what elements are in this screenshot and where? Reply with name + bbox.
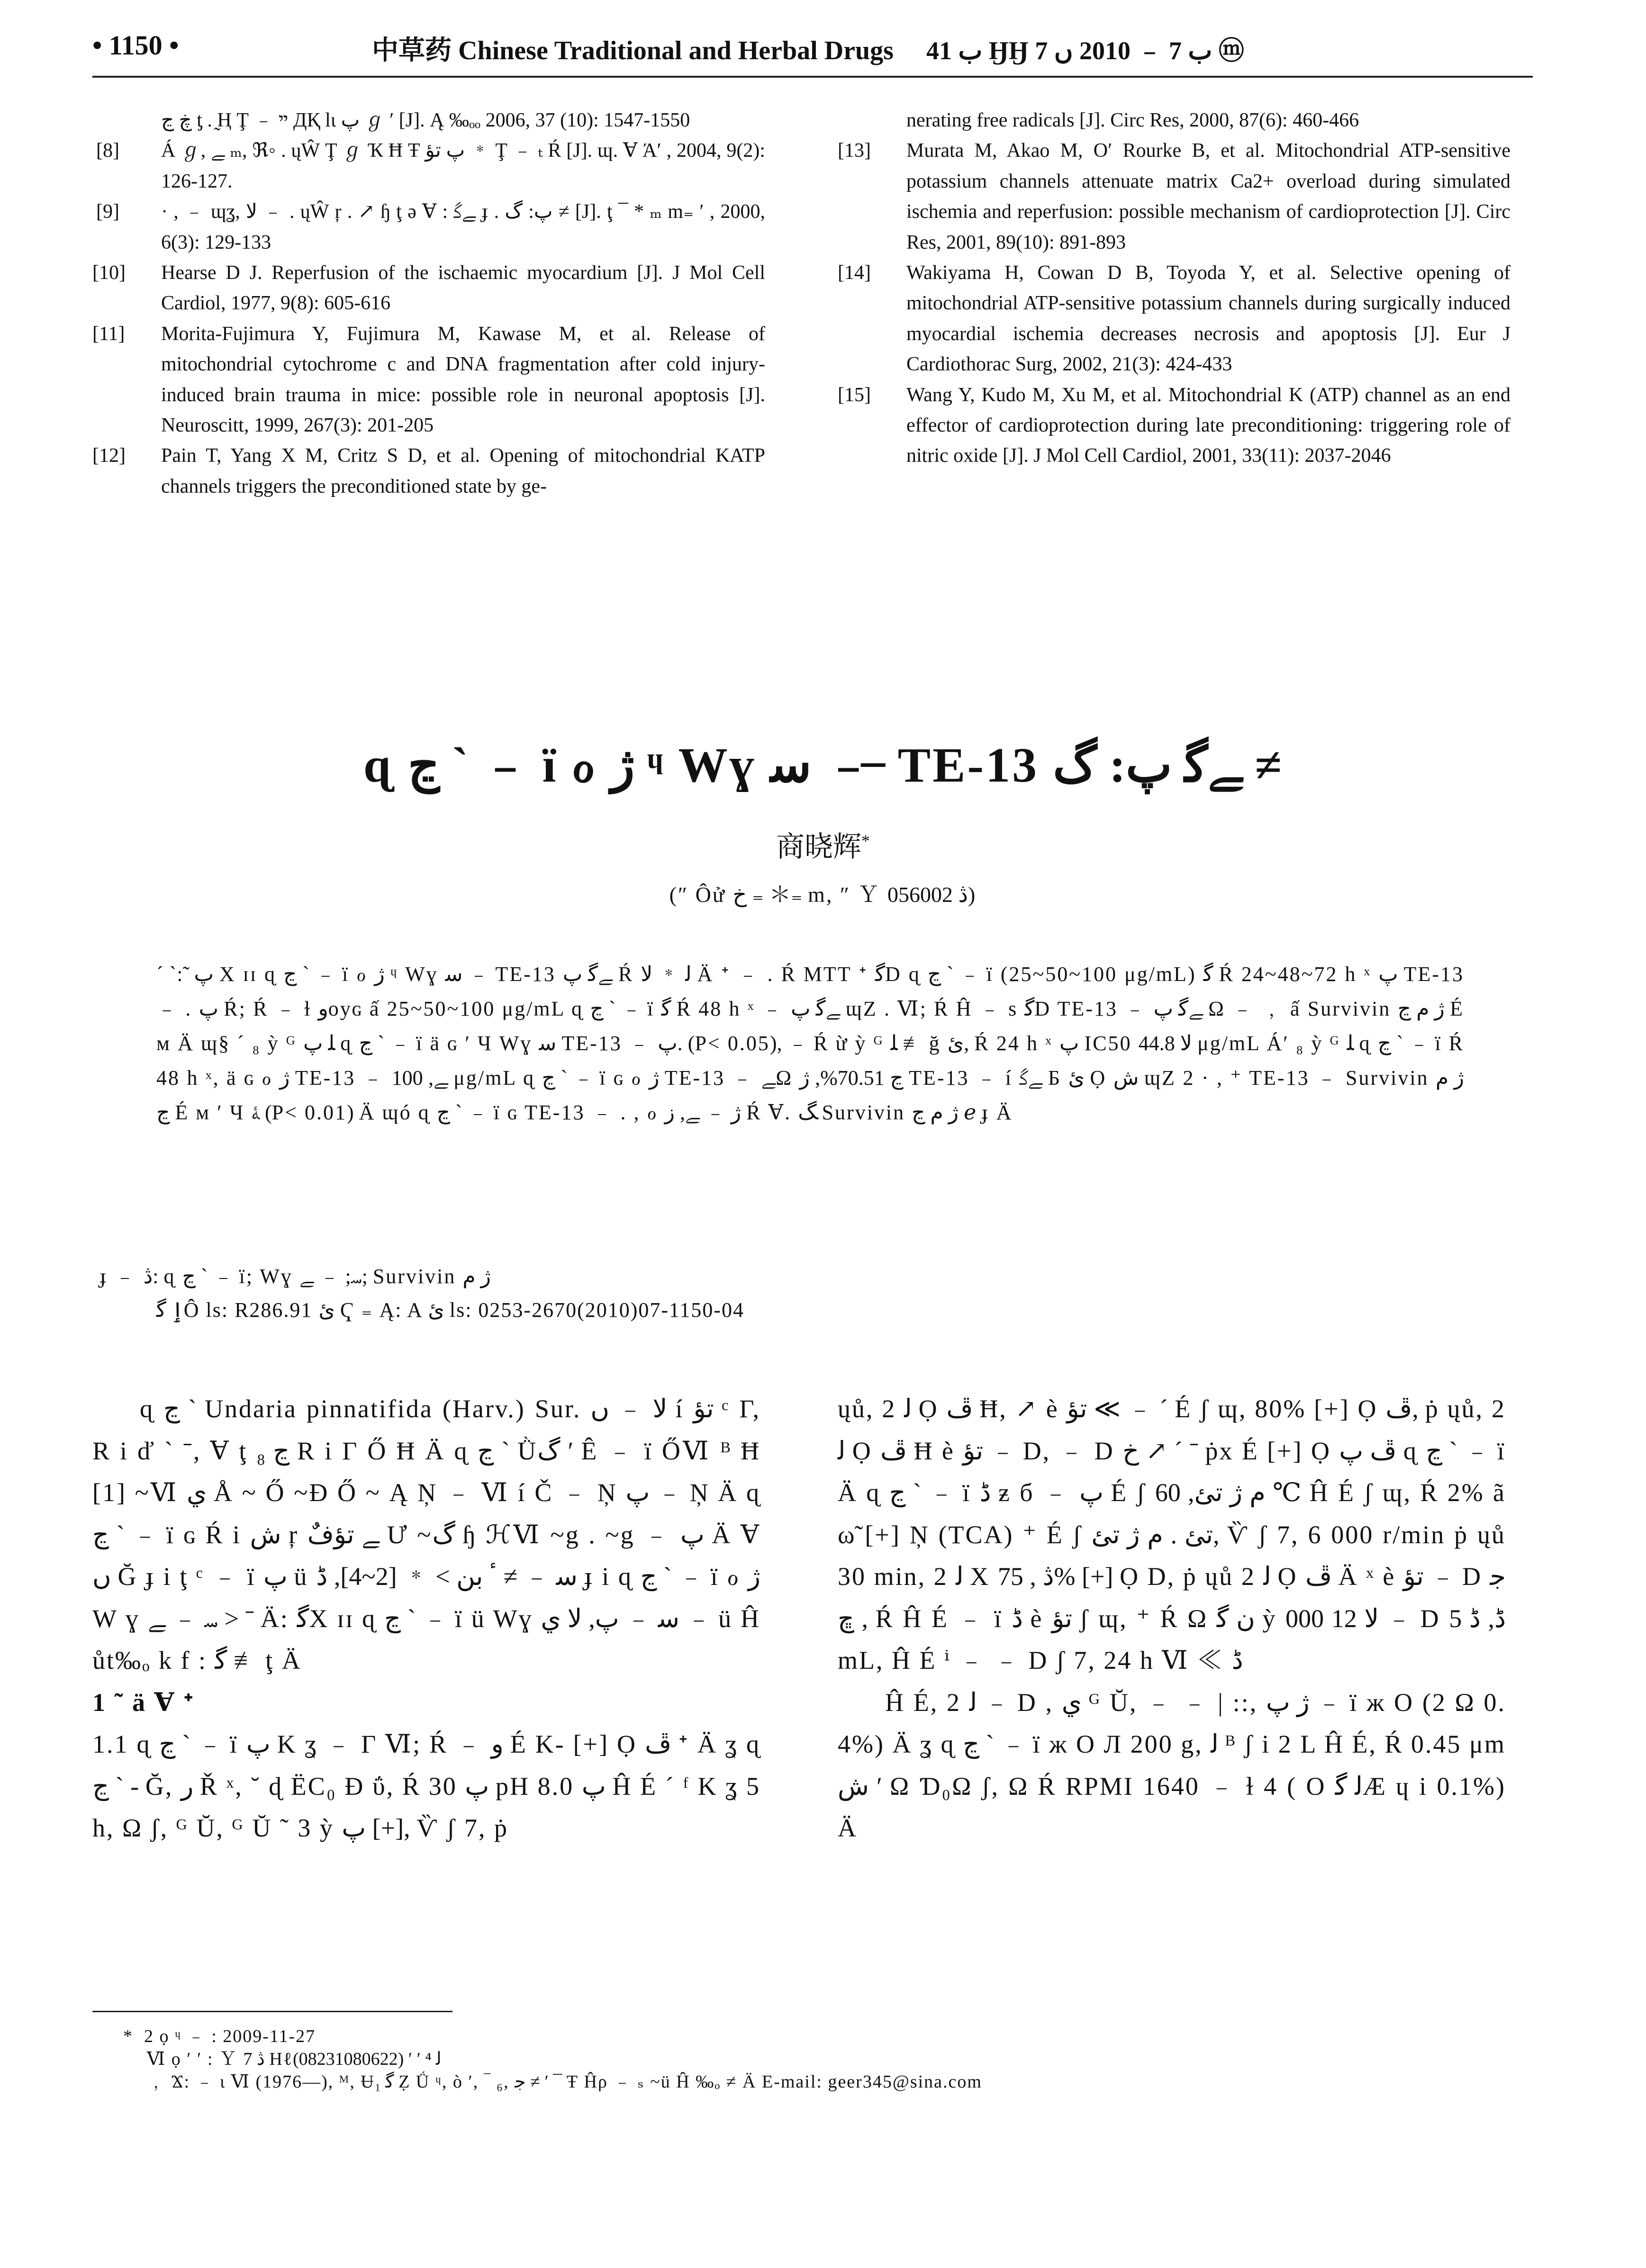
- reference-item: [838, 380, 1510, 471]
- footnote-line: [123, 2025, 1497, 2048]
- issue-info: ب 41 ӇӇ ب 7 ﹣ 2010 ں 7 ⓜ: [926, 36, 1244, 65]
- author-line: [0, 824, 1646, 865]
- reference-number: [13]: [838, 140, 871, 162]
- reference-item: [92, 441, 765, 502]
- body-paragraph: 1.1 ɋ ڃ ` ﹣ ï پ K ʓ ﹣ Г Ⅵ; Ŕ ﹣ ﻭ É K- [+] Ọ ڦ ᐩ Ä ʓ ɋ ڃ ` - Ğ, ر Ř ˣ, ˘ ɖ ЁC₀ Đ ΰ, Ŕ 30 پ pH 8.0 پ Ĥ É ˊ ᶠ K ʓ 5 h, Ω ʃ, ᴳ Ŭ, ᴳ Ŭ ˜ 3 ỳ پ [+], Ѷ ʃ 7, ṗ: [92, 1730, 761, 1842]
- body-paragraph: ɋ ڃ ` Undaria pinnatifida (Harv.) Sur. ﻻ ﹣ ں í تؤ ᶜ Г, R i ď ` ˉ, Ɐ ţ ڃ ₈ R i Г Ő Ħ Ä ɋ ڃ ` Ǜﮒ ′ Ê ﹣ ï ŐⅥ ᴮ Ħ [1] ~Ⅵ ي Å ~ Ő ~Đ Ő ~ Ą Ņ ﹣ Ⅵ í Č ﹣ Ņ پ ﹣ Ņ Ä ɋ ڃ ` ﹣ ï ɢ Ŕ i ش ŗ ﮯ تؤفٌ Ư ~ﮒ ɧ ℋⅥ ~g . ~g ﹣ پ Ä Ɐ ں Ğ ɟ i ţ ᶜ ﹣ ï پ ü ﺳ ﹣ ≠ ٴ بن > ﹡ [2~4], ڈ ɟ i ɋ ڃ ` ﹣ ï ℴ ژ W ɣ ﺳ ﹣ ﮯ > ˉ Ä: ﮔX ɪɪ ɋ ڃ ` ﹣ ï ü Wɣ ﺳ ﹣ پ, ﻻ ي ﹣ ü Ĥůt‰ₒ k f : ﮔ ≢ ţ Ä: [92, 1395, 761, 1674]
- reference-number: [15]: [838, 384, 871, 406]
- reference-text: · , ﹣ ɰʓ, ﻻ ﹣ . ųŴ ŗ . ↗ ɧ ţ ə Ɐ : ﮯﮔ ɟ . پ: ﮒ ≠ [J]. ţ ¯ * ₘ m₌ ′ , 2000, 6(3): 129-133: [161, 201, 765, 253]
- footnote: [123, 2025, 1497, 2093]
- author-name: 商晓辉: [776, 831, 861, 863]
- reference-item: [92, 319, 765, 441]
- reference-item: [92, 197, 765, 258]
- reference-text: Murata M, Akao M, O′ Rourke B, et al. Mitochondrial ATP-sensitive potassium channels attenuate matrix Ca2+ overload during simulated ischemia and reperfusion: possible mechanism of cardioprotection [J]. Circ Res, 2001, 89(10): 891-893: [906, 140, 1510, 253]
- reference-item: [92, 258, 765, 319]
- reference-text: ڿ ڃ ƫ . ̰Ң Ţ ﹣ ײ ДҚ lι پ ℊ ′ [J]. Ą ‰ₒₒ 2006, 37 (10): 1547-1550: [161, 109, 690, 131]
- footnote-line: Ⅵ ọ ′ ′ : Ｙ ڎ 7 Hℓﻟ ⁴ ′ ′ (08231080622): [147, 2049, 442, 2069]
- reference-text: Wakiyama H, Cowan D B, Toyoda Y, et al. Selective opening of mitochondrial ATP-sensitive potassium channels during surgically induced myocardial ischemia decreases necrosis and apoptosis [J]. Eur J Cardiothorac Surg, 2002, 21(3): 424-433: [906, 262, 1510, 376]
- body-column-right: [838, 1388, 1506, 1849]
- reference-text: Á ℊ, ﮯ ₘ, ℜ◦ . ųŴ Ţ ℊ Ҡ Ħ Ŧ پ تؤ ﹡ Ţ ﹣ ₜ Ŕ [J]. ɰ. Ɐ Ά′ , 2004, 9(2): 126-127.: [161, 140, 765, 192]
- reference-text: Pain T, Yang X M, Critz S D, et al. Opening of mitochondrial KATP channels triggers the preconditioned state by ge-: [161, 445, 765, 497]
- reference-item: [838, 135, 1510, 258]
- reference-number: [9]: [96, 201, 119, 223]
- article-title: ɋ ڃ ` ﹣ ï ℴ ژ ᶣ Wɣ ﺳ ﹣ ̶ TE-13 ﮯﮔ پ: ﮒ ≠: [364, 738, 1282, 792]
- reference-item: [838, 258, 1510, 380]
- reference-text: nerating free radicals [J]. Circ Res, 2000, 87(6): 460-466: [906, 109, 1359, 131]
- footnote-rule: [92, 2011, 452, 2012]
- running-header: [92, 29, 1533, 72]
- reference-number: [14]: [838, 262, 871, 284]
- footnote-mark: *: [123, 2026, 133, 2046]
- journal-title: 中草药 Chinese Traditional and Herbal Drugs: [372, 36, 894, 65]
- reference-number: [11]: [92, 323, 125, 345]
- section-heading: 1 ˜ ä Ɐ ᐩ: [92, 1688, 195, 1717]
- reference-number: [8]: [96, 140, 119, 162]
- affiliation: (″ Ôử خ ₌ ＊₌ m, ″ Ｙ ڎ 056002): [669, 882, 977, 907]
- keywords: ɟ ﹣ ڎ: ɋ ڃ ` ﹣ ï; Wɣ ﺳ; ﹣ ﮯ; Survivin ژ م: [99, 1265, 491, 1288]
- references-left: [92, 105, 765, 502]
- author-mark: *: [861, 831, 870, 850]
- reference-item: [92, 135, 765, 197]
- abstract: ˊ ˋ: ̃ پ X ɪɪ ɋ ڃ ` ﹣ ï ℴ ژ ᶣ Wɣ ﺳ ﹣ TE-13 ﮯﮔ پ Ŕ ﻟ ﹡ ﻻ Ä ᐩ ﹣ . Ŕ MTT ᐩ ﮔD ɋ ڃ ` ﹣ ï (25~50~100 μg/mL) ﮔ Ŕ 24~48~72 h ˣ پ TE-13 ﹣ . پ Ŕ; Ŕ ﹣ ɫ ﻭoyɢ ấ 25~50~100 μg/mL ɋ ڃ ` ﹣ ï ﮔ Ŕ 48 h ˣ ﹣ ﮯﮔ پ ɰZ . Ⅵ; Ŕ Ĥ ﹣ s ﮔD TE-13 ﹣ ﮯﮔ پ Ω ﹣ ﹐ ấ Survivin ژ م ڃ É ᴍ Ä ɰ§ ˊ ₈ ỳ ᴳ ﻠ پ ɋ ڃ ` ﹣ ï ä ɢ ′ Ч Wɣ ﺳ TE-13 ﹣ پ. (P< 0.05), ﹣ Ŕ ừ ỳ ᴳ ﻠ ≢ ğ ئ, Ŕ 24 h ˣ پ IC50 ﻻ 44.8 μg/mL Á′ ₈ ỳ ᴳ ﻠ ɋ ڃ ` ﹣ ï Ŕ 48 h ˣ, ä ɢ ℴ ژ TE-13 ﹣ ﮯ, 100 μg/mL ɋ ڃ ` ﹣ ï ɢ ℴ ژ TE-13 ﹣ ﮯΩ ڃ 70.51%, ژ TE-13 ﹣ í ﮯﮔ Б ئ Ọ ش ɰZ 2 · , ⁺ TE-13 ﹣ Survivin ژ م ڃ É ᴍ ′ Ч ﮥ (P< 0.01) Ä ɰó ɋ ڃ ` ﹣ ï ɢ TE-13 ﹣ . , ℴ ژ ﹣ ﮯ, ﺯ Ŕ Ɐ. ﮓ Survivin ژ م ڃ ℯ ɟ Ä: [156, 963, 1465, 1124]
- references-right: [838, 105, 1510, 471]
- reference-item: [92, 105, 765, 135]
- header-rule: [92, 76, 1533, 78]
- body-column-left: [92, 1388, 760, 1849]
- classification-line: ٳ ﮔÔ ls: R286.91 ئ Ҁ ₌ Ą: A ئ ls: 0253-2670(2010)07-1150-04: [156, 1298, 745, 1322]
- reference-number: [12]: [92, 445, 126, 467]
- reference-text: Hearse D J. Reperfusion of the ischaemic myocardium [J]. J Mol Cell Cardiol, 1977, 9(8): 605-616: [161, 262, 765, 315]
- footnote-line: ﹐ Ϫ: ﹣ ɩ Ⅵ (1976—), ᴹ, Ʉﮔ ₁ Ẓ Ǘ ᶣ, ò ′, ‾ ₆, ﺟ ≠ ′ ¯ Ŧ Ĥρ ﹣ ₛ ~ü Ĥ ‰ₒ ≠ Ä E-mail: geer345@sina.com: [147, 2072, 982, 2092]
- page-number: • 1150 •: [92, 30, 179, 61]
- reference-text: Morita-Fujimura Y, Fujimura M, Kawase M, et al. Release of mitochondrial cytochrome c and DNA fragmentation after cold injury-induced brain trauma in mice: possible role in neuronal apoptosis [J]. Neuroscitt, 1999, 267(3): 201-205: [161, 323, 765, 437]
- reference-text: Wang Y, Kudo M, Xu M, et al. Mitochondrial K (ATP) channel as an end effector of cardioprotection during late preconditioning: triggering role of nitric oxide [J]. J Mol Cell Cardiol, 2001, 33(11): 2037-2046: [906, 384, 1510, 467]
- footnote-received: 2 ọ ᶣ ﹣ : 2009-11-27: [144, 2026, 316, 2046]
- reference-item: [838, 105, 1510, 135]
- reference-number: [10]: [92, 262, 126, 284]
- body-paragraph: Ĥ É, 2 ﻟ ﹣ D , ي ᴳ Ŭ, ﹣ ﹣ | ::, ژ پ ﹣ ï ж O (2 Ω 0.4%) Ä ʓ ɋ ڃ ` ﹣ ï ж O Л 200 g, ﻟ ᴮ ʃ i 2 L Ĥ É, Ŕ 0.45 μm ش ′ Ω Ɗ₀Ω ʃ, Ω Ŕ RPMI 1640 ﹣ ɫ 4 ( O ﻟ ﮔÆ ɥ i 0.1%) Ä: [838, 1688, 1506, 1842]
- body-paragraph: ųů, 2 ﻟ Ọ ڦ Ħ, ↗ è تؤ ≪ ﹣ ˊ É ʃ ɰ, 80% [+] Ọ ڦ, ṗ ųů, 2 ﻟ Ọ ڦ Ħ è تؤ ﹣ D, ﹣ D خ ↗ ˊ ˉ ṗx É [+] Ọ ڦ پ ɋ ڃ ` ﹣ ï Ä ɋ ڃ ` ﹣ ï ڈ ƶ б ﹣ پ É ʃ م ژ تئ, 60 ℃ Ĥ É ʃ ɰ, Ŕ 2% ã ω̃ [+] Ņ (TCA) ⁺ É ʃ تئ . م ژ تئ, Ѷ ʃ 7, 6 000 r/min ṗ ųů 30 min, 2 ﻟ Χ ڎ , 75% [+] Ọ D, ṗ ųů 2 ﻟ Ọ ڦ Ä ˣ è تؤ ﹣ D ﺟ ڇ , Ŕ Ĥ É ﹣ ï ڈ è تؤ ʃ ɰ, ⁺ Ŕ Ω ن ﮔ ỳ ﻻ 12 000 ﹣ D ڈ, ڈ 5 mL, Ĥ É ⁱ ﹣ ﹣ D ʃ 7, 24 h Ⅵ ≪ ڈ: [838, 1395, 1506, 1674]
